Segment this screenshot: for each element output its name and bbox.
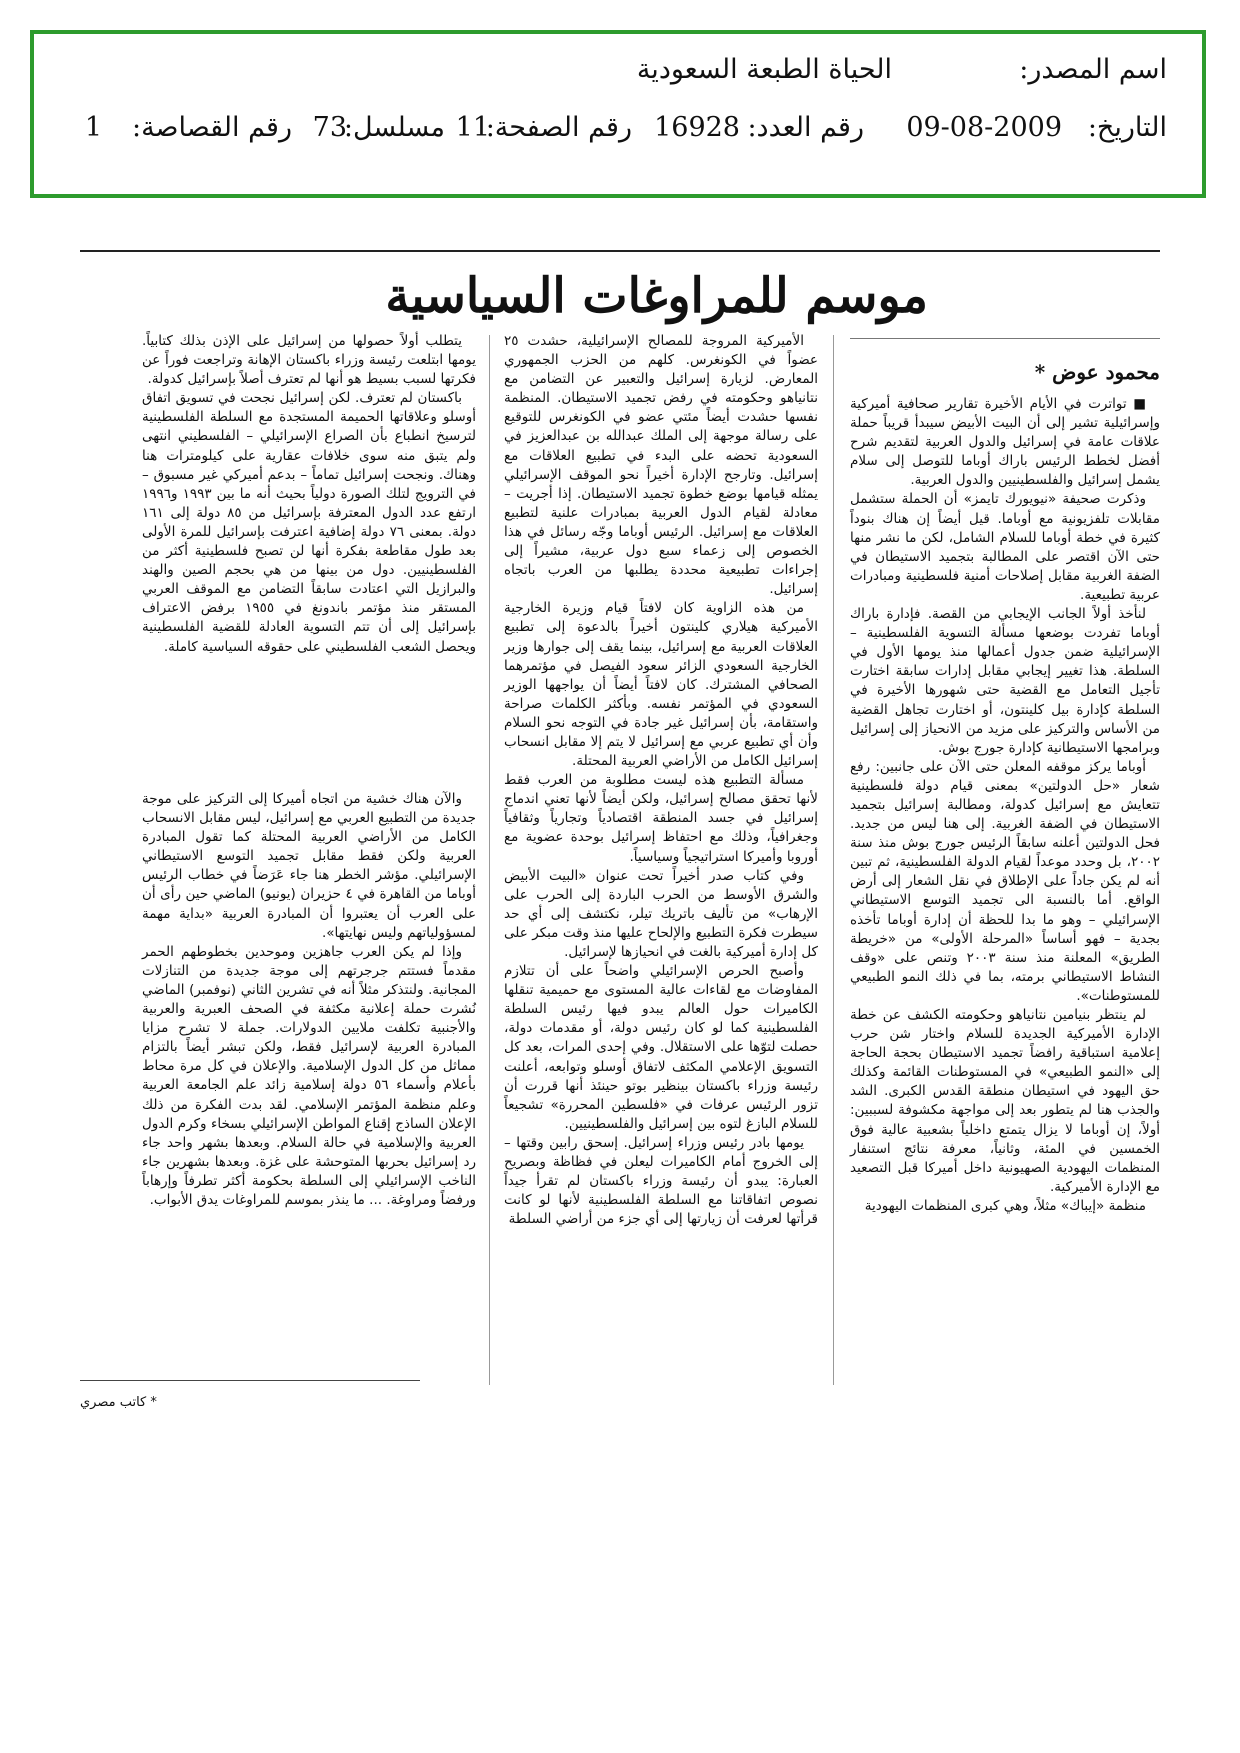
paragraph: مسألة التطبيع هذه ليست مطلوبة من العرب فقط لأنها تحقق مصالح إسرائيل، ولكن أيضاً لأنها تعني اندماج إسرائيل في جسد المنطقة اقتصادياً وتجارياً وثقافياً وجغرافياً، وذلك مع احتفاظ إسرائيل بوحدة عضوية مع أوروبا وأميركا استراتيجياً وسياسياً. [504,772,818,865]
date-value: 09-08-2009 [906,112,1062,143]
clip-value: 1 [84,112,102,143]
column-divider [489,335,490,1385]
paragraph: أوباما يركز موقفه المعلن حتى الآن على جانبين: رفع شعار «حل الدولتين» بمعنى قيام دولة فلسطينية تتعايش مع إسرائيل كدولة، ومطالبة إسرائيل بتجميد الاستيطان في الضفة الغربية. إلى هنا ليس من جديد. فحل الدولتين أعلنه سابقاً الرئيس جورج بوش منذ سنة ٢٠٠٢، بل وحدد موعداً لقيام الدولة الفلسطينية، ثم تبين أنه لم يكن جاداً على الإطلاق في نقل الشعار إلى أرض الواقع. أما بالنسبة الى تجميد التوسع الاستيطاني الإسرائيلي – وهو ما بدا للحظة أن إدارة أوباما تأخذه بجدية – فهو أساساً «المرحلة الأولى» من «خريطة الطريق» المعلنة منذ سنة ٢٠٠٣ وتنص على «وقف النشاط الاستيطاني برمته، بما في ذلك النمو الطبيعي للمستوطنات». [850,758,1161,1004]
paragraph: وإذا لم يكن العرب جاهزين وموحدين بخطوطهم الحمر مقدماً فستتم جرجرتهم إلى موجة جديدة من التنازلات المجانية. ولنتذكر مثلاً أنه في تشرين الثاني (نوفمبر) الماضي نُشرت حملة إعلانية مكثفة في الصحف العبرية والعربية والأجنبية تكلفت ملايين الدولارات. جملة لا تشرح مزايا المبادرة العربية لإسرائيل فقط، ولكن تبشر أيضاً بالتزام مماثل من كل الدول الإسلامية. والإعلان في كل مرة محاط بأعلام وأسماء ٥٦ دولة إسلامية زائد علم الجامعة العربية وعلم منظمة المؤتمر الإسلامي. لقد بدت الفكرة من ذلك الإعلان الساذج إقناع المواطن الإسرائيلي بسخاء وكرم الدول العربية والإسلامية في حالة السلام. وبعدها بشهر واحد جاء رد إسرائيل بحربها المتوحشة على غزة. وبعدها بشهرين جاء الناخب الإسرائيلي إلى السلطة بحكومة أكثر تطرفاً وإرهاباً ورفضاً ومراوغة. ... ما ينذر بموسم للمراوغات يدق الأبواب. [142,943,476,1208]
headline: موسم للمراوغات السياسية [385,268,928,324]
page-value: 11 [455,112,490,143]
clip-label: رقم القصاصة: [131,112,292,143]
source-label: اسم المصدر: [1019,54,1167,85]
paragraph: يتطلب أولاً حصولها من إسرائيل على الإذن بذلك كتابياً. يومها ابتلعت رئيسة وزراء باكستان الإهانة وتراجعت فوراً عن فكرتها لسبب بسيط هو أنها لم تعترف أصلاً بإسرائيل كدولة. [142,333,476,388]
date-label: التاريخ: [1087,112,1167,143]
page-label: رقم الصفحة: [485,112,632,143]
source-value: الحياة الطبعة السعودية [636,54,892,85]
bottom-rule [80,1380,420,1381]
paragraph: لنأخذ أولاً الجانب الإيجابي من القصة. فإدارة باراك أوباما تفردت بوضعها مسألة التسوية الفلسطينية – الإسرائيلية ضمن جدول أعمالها منذ يومها الأول في السلطة. هذا تغيير إيجابي مقابل إدارات سابقة اختارت تأجيل التعامل مع القضية حتى شهورها الأخيرة في السلطة كإدارة بيل كلينتون، أو اختارت تجاهل القضية من الأساس والتركيز على مزيد من الانحياز إلى إسرائيل وبرامجها الاستيطانية كإدارة جورج بوش. [850,606,1160,756]
paragraph: يومها بادر رئيس وزراء إسرائيل. إسحق رابين وقتها – إلى الخروج أمام الكاميرات ليعلن في فظاظة وبصريح العبارة: يبدو أن رئيسة وزراء باكستان لم تقرأ جيداً نصوص اتفاقاتنا مع السلطة الفلسطينية لأنها لو كانت قرأتها لعرفت أن زيارتها إلى أي جزء من أراضي السلطة [504,1134,818,1228]
paragraph: وذكرت صحيفة «نيويورك تايمز» أن الحملة ستشمل مقابلات تلفزيونية مع أوباما. قيل أيضاً إن هناك بنوداً كثيرة في خطة أوباما للسلام الشامل، لكن ما نشر منها حتى الآن اقتصر على المطالبة بتجميد الاستيطان في الضفة الغربية مقابل إصلاحات أمنية فلسطينية ومبادرات عربية تطبيعية. [850,491,1160,603]
article-column-2 [504,332,818,1228]
paragraph: وفي كتاب صدر أخيراً تحت عنوان «البيت الأبيض والشرق الأوسط من الحرب الباردة إلى الحرب على الإرهاب» من تأليف باتريك تيلر، نكتشف إلى أي حد سيطرت فكرة التطبيع والإلحاح عليها منذ وقت مبكر على كل إدارة أميركية بالغت في انحيازها لإسرائيل. [504,867,818,960]
article-column-3-continued [142,790,476,1210]
column-divider [833,335,834,1385]
article-column-1 [850,395,1160,1216]
paragraph: والآن هناك خشية من اتجاه أميركا إلى التركيز على موجة جديدة من التطبيع العربي مع إسرائيل، ليس مقابل الانسحاب الكامل من الأراضي العربية المحتلة كما تقول المبادرة العربية ولكن فقط مقابل تجميد التوسع الاستيطاني الإسرائيلي. مؤشر الخطر هنا جاء عَرَضاً في خطاب الرئيس أوباما من القاهرة في ٤ حزيران (يونيو) الماضي حين رأى أن على العرب أن يعتبروا أن المبادرة العربية «بداية مهمة لمسؤولياتهم وليس نهايتها». [142,791,477,941]
author-footnote: * كاتب مصري [80,1395,157,1410]
top-rule [80,250,1160,252]
paragraph: ■ تواترت في الأيام الأخيرة تقارير صحافية أميركية وإسرائيلية تشير إلى أن البيت الأبيض سيبدأ قريباً حملة علاقات عامة في إسرائيل والدول العربية لتقديم شرح أفضل لخطط الرئيس باراك أوباما للتوصل إلى سلام يشمل إسرائيل والفلسطينيين والدول العربية. [850,396,1160,489]
paragraph: وأصبح الحرص الإسرائيلي واضحاً على أن تتلازم المفاوضات مع لقاءات عالية المستوى مع حميمية تنقلها الكاميرات حول العالم يبدو فيها رئيس السلطة الفلسطينية كما لو كان رئيس دولة، أو مقدمات دولة، حصلت لتوّها على الاستقلال. وفي إحدى المرات، بعد كل التسويق الإعلامي المكثف لاتفاق أوسلو وتوابعه، أعلنت رئيسة وزراء باكستان بينظير بوتو حينئذ أنها قررت أن تزور الرئيس عرفات في «فلسطين المحررة» تشجيعاً للسلام البازغ لتوه بين إسرائيل والفلسطينيين. [504,963,818,1132]
paragraph: باكستان لم تعترف. لكن إسرائيل نجحت في تسويق اتفاق أوسلو وعلاقاتها الحميمة المستجدة مع السلطة الفلسطينية لترسيخ انطباع بأن الصراع الإسرائيلي – الفلسطيني انتهى ولم يتبق منه سوى خلافات عقارية على كيلومترات هنا وهناك. ونجحت إسرائيل تماماً – بدعم أميركي غير مسبوق – في الترويج لتلك الصورة دولياً بحيث أنه ما بين ١٩٩٣ و١٩٩٦ ارتفع عدد الدول المعترفة بإسرائيل من ٨٥ دولة إلى ١٦١ دولة. بمعنى ٧٦ دولة إضافية اعترفت بإسرائيل للمرة الأولى بعد طول مقاطعة بفكرة أنها لن تصبح فلسطينية أكثر من الفلسطينيين. دول من بينها من هي بحجم الصين والهند والبرازيل التي اعتادت سابقاً التضامن مع الموقف العربي المستقر منذ مؤتمر باندونغ في ١٩٥٥ برفض الاعتراف بإسرائيل إلى أن تتم التسوية العادلة للقضية الفلسطينية ويحصل الشعب الفلسطيني على حقوقه السياسية كاملة. [142,390,477,655]
article-column-3 [142,332,476,792]
issue-value: 16928 [654,112,740,143]
paragraph: الأميركية المروجة للمصالح الإسرائيلية، حشدت ٢٥ عضواً في الكونغرس. كلهم من الحزب الجمهوري المعارض. لزيارة إسرائيل والتعبير عن التضامن مع نتانياهو وحكومته في رفض تجميد الاستيطان. المنظمة نفسها حشدت أيضاً مئتي عضو في الكونغرس للتوقيع على رسالة موجهة إلى الملك عبدالله بن عبدالعزيز في السعودية تحضه على البدء في تطبيع العلاقات مع إسرائيل. وتارجح الإدارة أخيراً نحو الموقف الإسرائيلي يمثله قيامها بوضع خطوة تجميد الاستيطان. إذا أجريت – معادلة لقيام الدول العربية بمبادرات علنية لتطبيع العلاقات مع إسرائيل. الرئيس أوباما وجّه رسائل في هذا الخصوص إلى زعماء سبع دول عربية، مشيراً إلى إجراءات تطبيعية محددة يطلبها من العرب باتجاه إسرائيل. [504,333,818,598]
serial-value: 73 [312,112,347,143]
article-clipping [80,250,1160,1550]
issue-label: رقم العدد: [747,112,864,143]
paragraph: منظمة «إيباك» مثلاً، وهي كبرى المنظمات اليهودية [864,1197,1146,1214]
serial-label: مسلسل: [343,112,445,143]
source-info-box [30,30,1206,198]
author-byline: محمود عوض * [1034,360,1160,384]
paragraph: من هذه الزاوية كان لافتاً قيام وزيرة الخارجية الأميركية هيلاري كلينتون أخيراً بالدعوة إلى تطبيع العلاقات العربية مع إسرائيل، بينما يقف إلى جوارها وزير الخارجية السعودي الزائر سعود الفيصل في مؤتمرهما الصحافي المشترك. كان لافتاً أيضاً أن يواجهها الوزير السعودي في المؤتمر نفسه. وبأكثر الكلمات صراحة واستقامة، بأن إسرائيل غير جادة في التوجه نحو السلام وأن أي تطبيع عربي مع إسرائيل لا يتم إلا مقابل انسحاب إسرائيل الكامل من الأراضي العربية المحتلة. [504,600,818,770]
author-divider [850,338,1160,339]
paragraph: لم ينتظر بنيامين نتانياهو وحكومته الكشف عن خطة الإدارة الأميركية الجديدة للسلام واختار شن حرب إعلامية استباقية رافضاً تجميد الاستيطان بحجة الحاجة إلى «النمو الطبيعي» في المستوطنات القائمة وكذلك حق اليهود في استيطان منطقة القدس الكبرى. الشد والجذب هنا لم يتطور بعد إلى مواجهة مكشوفة لسببين: أولاً، إن أوباما لا يزال يتمتع داخلياً بشعبية عالية فوق الخمسين في المئة، وثانياً، معرفة نتائج استنفار المنظمات اليهودية الصهيونية داخل أميركا قبل التصعيد مع الإدارة الأميركية. [850,1007,1160,1195]
